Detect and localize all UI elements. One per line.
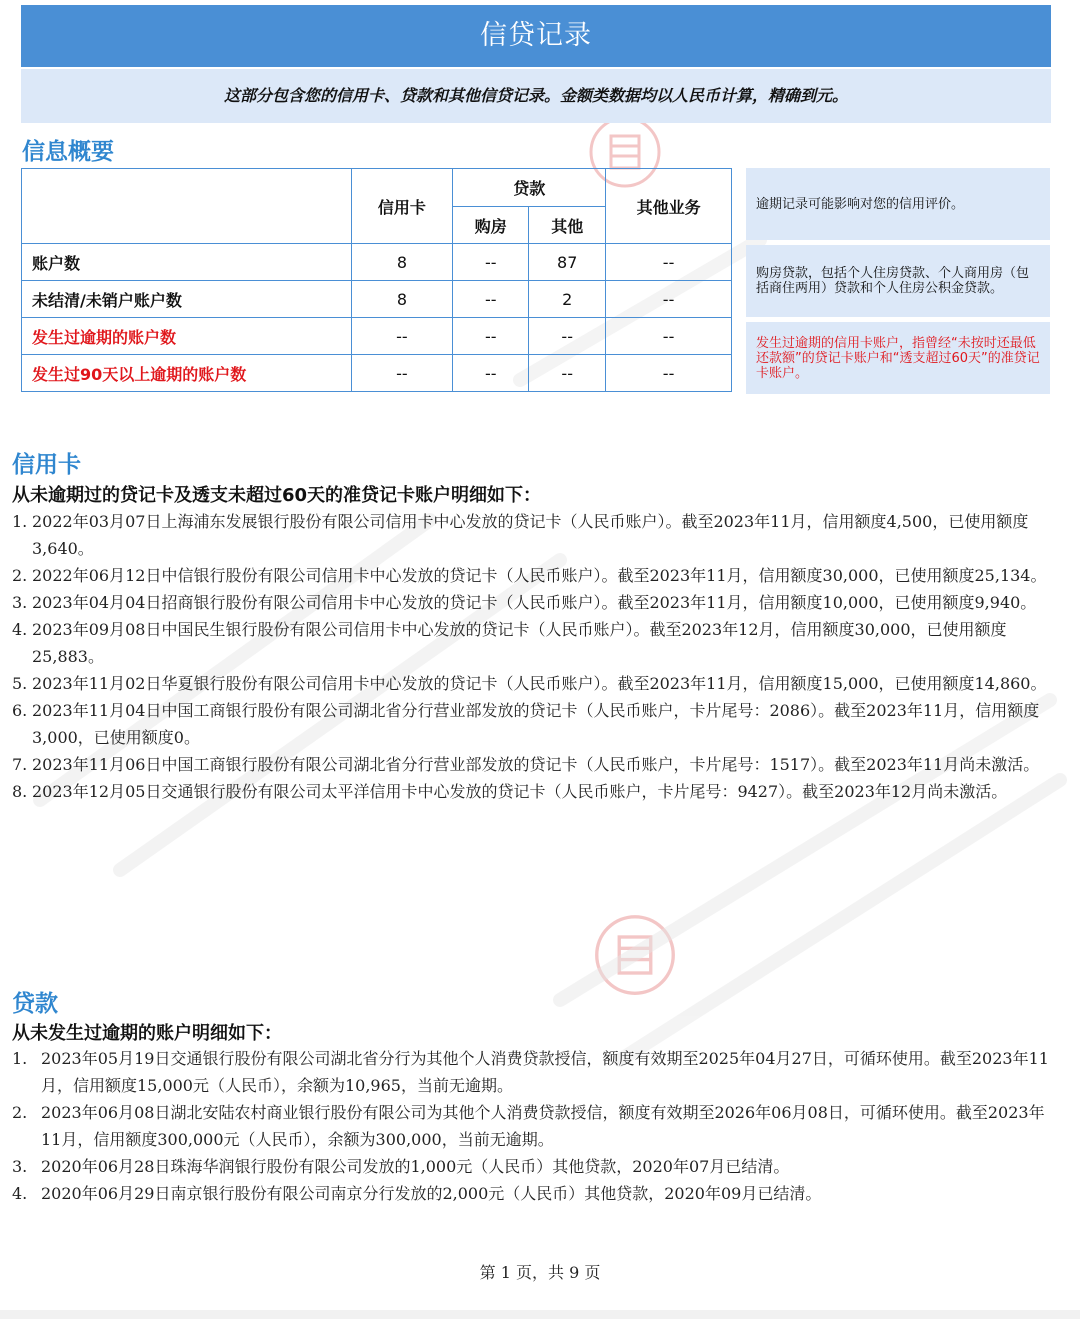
list-item-text: 2023年11月02日华夏银行股份有限公司信用卡中心发放的贷记卡（人民币账户）。截至2023年11月，信用额度15,000，已使用额度14,860。 <box>32 674 1047 693</box>
cell-value: -- <box>606 244 732 281</box>
cell-value: -- <box>529 318 606 355</box>
page-number: 第 1 页，共 9 页 <box>479 1263 601 1282</box>
col-header-loan: 贷款 <box>453 169 606 207</box>
cell-value: -- <box>453 355 529 392</box>
list-item-text: 2020年06月29日南京银行股份有限公司南京分行发放的2,000元（人民币）其他贷款，2020年09月已结清。 <box>41 1184 822 1203</box>
note-overdue-impact: 逾期记录可能影响对您的信用评价。 <box>746 168 1050 240</box>
credit-card-section-title: 信用卡 <box>12 452 81 478</box>
seal-watermark <box>590 910 680 1000</box>
cell-value: -- <box>351 318 453 355</box>
list-item: 6. 2023年11月04日中国工商银行股份有限公司湖北省分行营业部发放的贷记卡（人民币账户，卡片尾号：2086）。截至2023年11月，信用额度3,000，已使用额度0。 <box>12 701 1040 747</box>
table-row <box>22 318 732 355</box>
loans-list <box>12 1045 1052 1207</box>
loans-section-title: 贷款 <box>12 991 58 1017</box>
list-item: 2. 2022年06月12日中信银行股份有限公司信用卡中心发放的贷记卡（人民币账户）。截至2023年11月，信用额度30,000，已使用额度25,134。 <box>12 566 1047 585</box>
row-label: 未结清/未销户账户数 <box>22 281 352 318</box>
list-item-text: 2022年06月12日中信银行股份有限公司信用卡中心发放的贷记卡（人民币账户）。截至2023年11月，信用额度30,000，已使用额度25,134。 <box>32 566 1047 585</box>
col-header-credit-card: 信用卡 <box>351 169 453 244</box>
col-header-other-business: 其他业务 <box>606 169 732 244</box>
list-item-text: 2023年04月04日招商银行股份有限公司信用卡中心发放的贷记卡（人民币账户）。截至2023年11月，信用额度10,000，已使用额度9,940。 <box>32 593 1037 612</box>
cell-value: -- <box>453 244 529 281</box>
cell-value: -- <box>351 355 453 392</box>
list-item-text: 2023年12月05日交通银行股份有限公司太平洋信用卡中心发放的贷记卡（人民币账户，卡片尾号：9427）。截至2023年12月尚未激活。 <box>32 782 1008 801</box>
note-house-loan-definition: 购房贷款，包括个人住房贷款、个人商用房（包括商住两用）贷款和个人住房公积金贷款。 <box>746 245 1050 317</box>
cell-value: -- <box>606 281 732 318</box>
cell-value: 8 <box>351 244 453 281</box>
overview-title: 信息概要 <box>22 139 114 165</box>
list-item-text: 2023年09月08日中国民生银行股份有限公司信用卡中心发放的贷记卡（人民币账户）。截至2023年12月，信用额度30,000，已使用额度25,883。 <box>32 620 1007 666</box>
table-row <box>22 355 732 392</box>
page-subtitle: 这部分包含您的信用卡、贷款和其他信贷记录。金额类数据均以人民币计算，精确到元。 <box>21 69 1051 123</box>
table-row <box>22 244 732 281</box>
list-item: 3. 2020年06月28日珠海华润银行股份有限公司发放的1,000元（人民币）其他贷款，2020年07月已结清。 <box>12 1157 790 1176</box>
overview-table <box>21 168 732 392</box>
table-corner-cell <box>22 169 352 244</box>
col-header-loan-other: 其他 <box>529 207 606 244</box>
row-label: 发生过90天以上逾期的账户数 <box>22 355 352 392</box>
loans-list-heading: 从未发生过逾期的账户明细如下： <box>12 1023 282 1044</box>
list-item: 4. 2023年09月08日中国民生银行股份有限公司信用卡中心发放的贷记卡（人民币账户）。截至2023年12月，信用额度30,000，已使用额度25,883。 <box>12 620 1007 666</box>
cell-value: -- <box>453 281 529 318</box>
list-item-text: 2022年03月07日上海浦东发展银行股份有限公司信用卡中心发放的贷记卡（人民币账户）。截至2023年11月，信用额度4,500，已使用额度3,640。 <box>32 512 1029 558</box>
row-label: 发生过逾期的账户数 <box>22 318 352 355</box>
cell-value: 2 <box>529 281 606 318</box>
cell-value: 87 <box>529 244 606 281</box>
list-item: 3. 2023年04月04日招商银行股份有限公司信用卡中心发放的贷记卡（人民币账户）。截至2023年11月，信用额度10,000，已使用额度9,940。 <box>12 593 1037 612</box>
cell-value: -- <box>529 355 606 392</box>
cell-value: 8 <box>351 281 453 318</box>
cell-value: -- <box>606 318 732 355</box>
note-overdue-card-definition: 发生过逾期的信用卡账户，指曾经“未按时还最低还款额”的贷记卡账户和“透支超过60天”的准贷记卡账户。 <box>746 322 1050 394</box>
row-label: 账户数 <box>22 244 352 281</box>
list-item: 7. 2023年11月06日中国工商银行股份有限公司湖北省分行营业部发放的贷记卡（人民币账户，卡片尾号：1517）。截至2023年11月尚未激活。 <box>12 755 1040 774</box>
list-item-text: 2023年06月08日湖北安陆农村商业银行股份有限公司为其他个人消费贷款授信，额度有效期至2026年06月08日，可循环使用。截至2023年11月，信用额度300,000元（人民币），余额为300,000，当前无逾期。 <box>41 1103 1045 1149</box>
list-item: 5. 2023年11月02日华夏银行股份有限公司信用卡中心发放的贷记卡（人民币账户）。截至2023年11月，信用额度15,000，已使用额度14,860。 <box>12 674 1047 693</box>
cell-value: -- <box>453 318 529 355</box>
bottom-bar <box>0 1310 1080 1319</box>
list-item: 4. 2020年06月29日南京银行股份有限公司南京分行发放的2,000元（人民币）其他贷款，2020年09月已结清。 <box>12 1184 822 1203</box>
list-item-text: 2023年05月19日交通银行股份有限公司湖北省分行为其他个人消费贷款授信，额度有效期至2025年04月27日，可循环使用。截至2023年11月，信用额度15,000元（人民币），余额为10,965，当前无逾期。 <box>41 1049 1049 1095</box>
list-item-text: 2020年06月28日珠海华润银行股份有限公司发放的1,000元（人民币）其他贷款，2020年07月已结清。 <box>41 1157 790 1176</box>
list-item: 2. 2023年06月08日湖北安陆农村商业银行股份有限公司为其他个人消费贷款授信，额度有效期至2026年06月08日，可循环使用。截至2023年11月，信用额度300,000元（人民币），余额为300,000，当前无逾期。 <box>12 1103 1045 1149</box>
list-item-text: 2023年11月04日中国工商银行股份有限公司湖北省分行营业部发放的贷记卡（人民币账户，卡片尾号：2086）。截至2023年11月，信用额度3,000，已使用额度0。 <box>32 701 1040 747</box>
cell-value: -- <box>606 355 732 392</box>
list-item: 1. 2023年05月19日交通银行股份有限公司湖北省分行为其他个人消费贷款授信，额度有效期至2025年04月27日，可循环使用。截至2023年11月，信用额度15,000元（人民币），余额为10,965，当前无逾期。 <box>12 1049 1049 1095</box>
credit-card-list <box>12 508 1060 805</box>
list-item-text: 2023年11月06日中国工商银行股份有限公司湖北省分行营业部发放的贷记卡（人民币账户，卡片尾号：1517）。截至2023年11月尚未激活。 <box>32 755 1040 774</box>
credit-card-list-heading: 从未逾期过的贷记卡及透支未超过60天的准贷记卡账户明细如下： <box>12 485 542 506</box>
list-item: 8. 2023年12月05日交通银行股份有限公司太平洋信用卡中心发放的贷记卡（人民币账户，卡片尾号：9427）。截至2023年12月尚未激活。 <box>12 782 1008 801</box>
page-title: 信贷记录 <box>21 5 1051 67</box>
col-header-loan-house: 购房 <box>453 207 529 244</box>
list-item: 1. 2022年03月07日上海浦东发展银行股份有限公司信用卡中心发放的贷记卡（人民币账户）。截至2023年11月，信用额度4,500，已使用额度3,640。 <box>12 512 1029 558</box>
table-row <box>22 281 732 318</box>
